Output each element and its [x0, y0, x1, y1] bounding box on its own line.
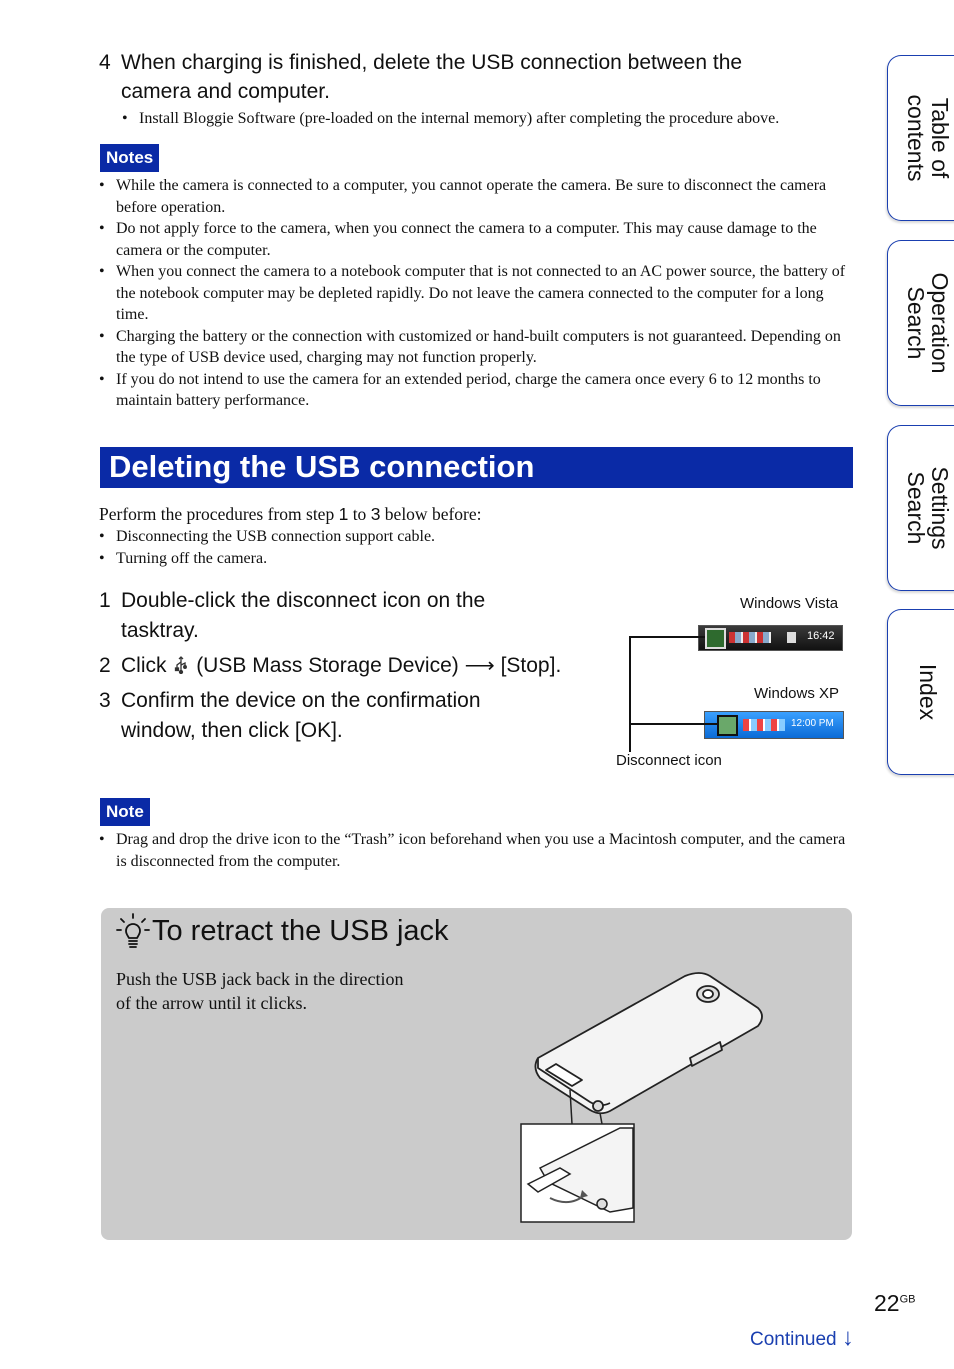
list-item: • Drag and drop the drive icon to the “Trash” icon beforehand when you use a Macintosh computer, and the camera is disconnected from the computer.	[99, 829, 851, 873]
step-number: 3	[99, 689, 111, 712]
tip-text-line2: of the arrow until it clicks.	[116, 993, 307, 1013]
arrow-right-icon: ⟶	[464, 654, 495, 677]
tab-settings-search[interactable]	[887, 425, 954, 591]
step-2	[99, 651, 599, 681]
continued-label: Continued	[750, 1329, 837, 1350]
list-item: • Charging the battery or the connection with customized or hand-built computers is not guaranteed. Depending on the type of USB device used, charging may not function properly.	[99, 326, 851, 369]
step-3	[99, 686, 599, 746]
tray-icons	[729, 632, 771, 643]
page-number	[874, 1290, 916, 1317]
note-list	[99, 829, 851, 873]
page-number-suffix: GB	[899, 1293, 916, 1306]
lightbulb-icon	[114, 911, 152, 951]
xp-clock: 12:00 PM	[791, 718, 834, 729]
list-item: • Install Bloggie Software (pre-loaded on the internal memory) after completing the procedure above.	[122, 108, 862, 130]
step-number: 2	[99, 654, 111, 677]
usb-device-icon	[172, 653, 190, 671]
step-number: 1	[99, 589, 111, 612]
tip-body	[116, 967, 403, 1015]
intro-step-end: 3	[370, 504, 381, 524]
arrow-down-icon: ↓	[841, 1324, 854, 1351]
step-text: (USB Mass Storage Device)	[196, 654, 459, 677]
section-title: Deleting the USB connection	[100, 447, 853, 488]
step-text-line2: tasktray.	[121, 619, 199, 642]
tab-label: Search	[903, 286, 929, 360]
continued-link[interactable]	[750, 1324, 854, 1352]
vista-label: Windows Vista	[740, 595, 839, 612]
callout-lines	[625, 630, 735, 755]
tab-label: Table of	[927, 97, 953, 179]
tip-title: To retract the USB jack	[152, 915, 449, 947]
intro-text: below before:	[380, 504, 482, 524]
section-intro	[99, 502, 482, 526]
tip-text-line1: Push the USB jack back in the direction	[116, 969, 404, 989]
tab-index[interactable]	[887, 609, 954, 775]
xp-label: Windows XP	[754, 685, 840, 702]
tab-table-of-contents[interactable]	[887, 55, 954, 221]
page-number-value: 22	[874, 1290, 900, 1316]
tab-label: contents	[903, 94, 929, 182]
camera-illustration	[520, 968, 770, 1226]
tab-label: Search	[903, 471, 929, 545]
vista-clock: 16:42	[807, 630, 835, 642]
step-text: [Stop].	[500, 654, 562, 677]
list-item: • When you connect the camera to a notebook computer that is not connected to an AC power source, the battery of the notebook computer may be depleted rapidly. Do not leave the camera connected to the computer for a long time.	[99, 261, 851, 326]
intro-text: Perform the procedures from step	[99, 504, 339, 524]
list-item: • Do not apply force to the camera, when you connect the camera to a computer. This may cause damage to the camera or the computer.	[99, 218, 851, 261]
tab-label: Index	[915, 663, 941, 721]
list-item: • While the camera is connected to a computer, you cannot operate the camera. Be sure to disconnect the camera before operation.	[99, 175, 851, 218]
section-bullets	[99, 526, 599, 570]
tab-operation-search[interactable]	[887, 240, 954, 406]
step-text-line1: When charging is finished, delete the USB connection between the	[121, 51, 743, 74]
tray-icons	[743, 719, 785, 731]
note-badge: Note	[100, 798, 150, 826]
list-item: • Disconnecting the USB connection support cable.	[99, 526, 599, 548]
notes-list	[99, 175, 851, 412]
tab-label: Operation	[927, 272, 953, 374]
step-text: Click	[121, 654, 167, 677]
step-text-line2: camera and computer.	[121, 80, 330, 103]
step-4	[99, 48, 859, 108]
step-number: 4	[99, 51, 111, 74]
intro-step-start: 1	[338, 504, 349, 524]
step-text-line1: Double-click the disconnect icon on the	[121, 589, 486, 612]
step-text-line2: window, then click [OK].	[121, 719, 343, 742]
list-item: • Turning off the camera.	[99, 548, 599, 570]
disconnect-icon-label: Disconnect icon	[616, 752, 722, 769]
intro-text: to	[348, 504, 371, 524]
speaker-icon	[787, 632, 796, 643]
tab-label: Settings	[927, 466, 953, 550]
list-item: • If you do not intend to use the camera for an extended period, charge the camera once every 6 to 12 months to maintain battery performance.	[99, 369, 851, 412]
step-4-bullets	[122, 108, 862, 130]
step-text-line1: Confirm the device on the confirmation	[121, 689, 481, 712]
step-1	[99, 586, 599, 646]
notes-badge: Notes	[100, 144, 159, 172]
